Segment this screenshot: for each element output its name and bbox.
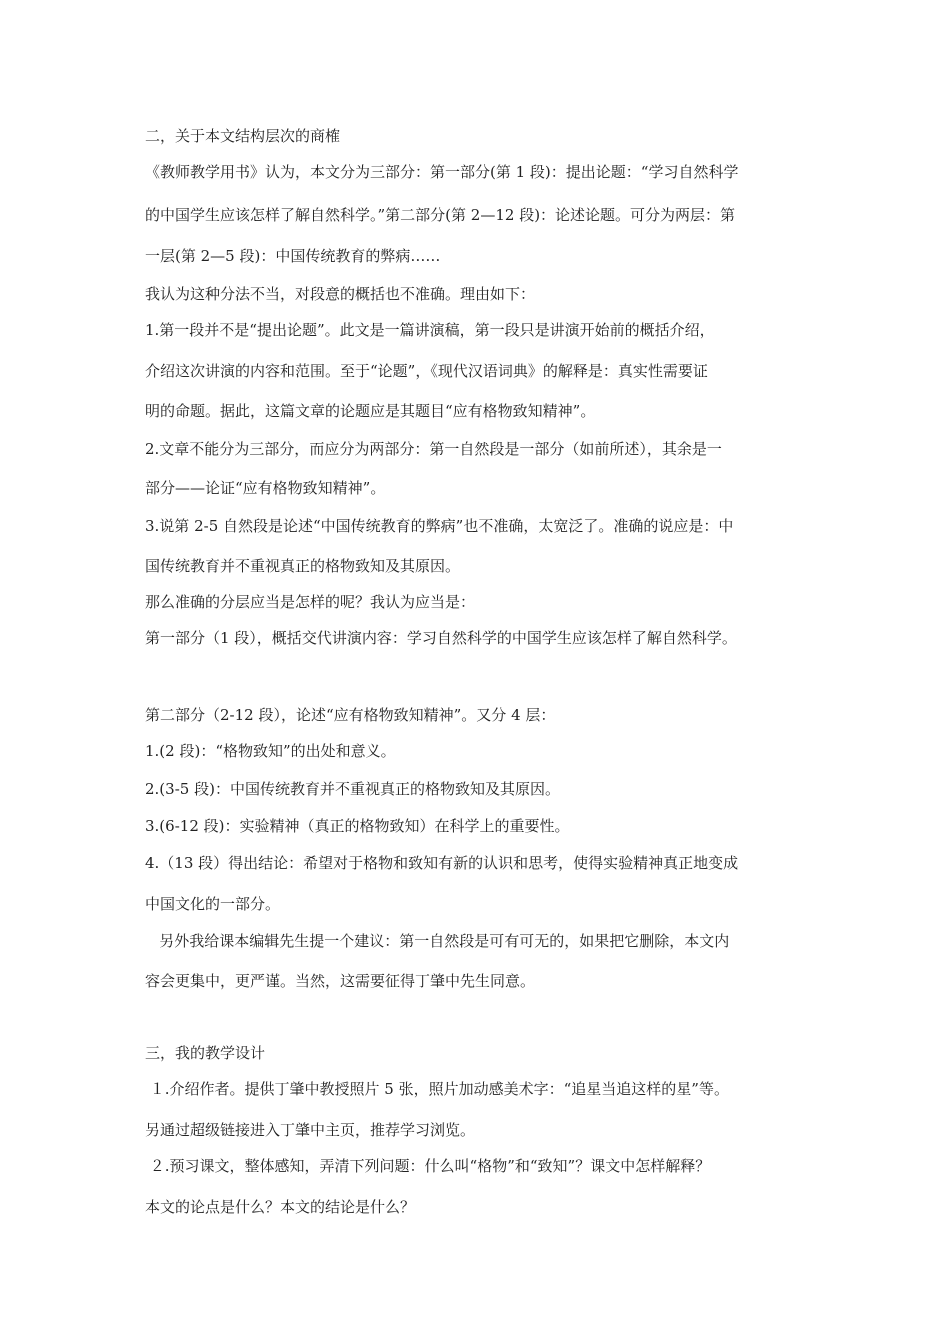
paragraph-line: 《教师教学用书》认为，本文分为三部分：第一部分(第 1 段)：提出论题：“学习自然科学 (145, 163, 739, 181)
paragraph-line: 2.文章不能分为三部分，而应分为两部分：第一自然段是一部分（如前所述），其余是一 (145, 440, 722, 458)
paragraph-line: 另外我给课本编辑先生提一个建议：第一自然段是可有可无的，如果把它删除，本文内 (145, 932, 730, 950)
paragraph-line: 第一部分（1 段），概括交代讲演内容：学习自然科学的中国学生应该怎样了解自然科学。 (145, 629, 737, 647)
list-item: 4.（13 段）得出结论：希望对于格物和致知有新的认识和思考，使得实验精神真正地变成 (145, 854, 739, 872)
list-item: 2.(3-5 段)：中国传统教育并不重视真正的格物致知及其原因。 (145, 780, 560, 798)
paragraph-line: 国传统教育并不重视真正的格物致知及其原因。 (145, 557, 461, 575)
paragraph-line: 明的命题。据此，这篇文章的论题应是其题目“应有格物致知精神”。 (145, 402, 596, 420)
list-item: ２.预习课文，整体感知，弄清下列问题：什么叫“格物”和“致知”？课文中怎样解释？ (145, 1157, 711, 1175)
section-heading-2: 二，关于本文结构层次的商榷 (145, 127, 341, 145)
paragraph-line: 一层(第 2—5 段)：中国传统教育的弊病…… (145, 247, 441, 265)
paragraph-line: 1.第一段并不是“提出论题”。此文是一篇讲演稿，第一段只是讲演开始前的概括介绍， (145, 321, 715, 339)
list-item: １.介绍作者。提供丁肇中教授照片 5 张，照片加动感美术字：“追星当追这样的星”等。 (145, 1080, 729, 1098)
paragraph-line: 那么准确的分层应当是怎样的呢？我认为应当是： (145, 593, 476, 611)
paragraph-line: 部分——论证“应有格物致知精神”。 (145, 479, 386, 497)
paragraph-line: 的中国学生应该怎样了解自然科学。”第二部分(第 2—12 段)：论述论题。可分为两层：第 (145, 206, 736, 224)
paragraph-line: 我认为这种分法不当，对段意的概括也不准确。理由如下： (145, 285, 536, 303)
list-item: 3.(6-12 段)：实验精神（真正的格物致知）在科学上的重要性。 (145, 817, 570, 835)
list-item: 中国文化的一部分。 (145, 895, 281, 913)
paragraph-line: 3.说第 2-5 自然段是论述“中国传统教育的弊病”也不准确，太宽泛了。准确的说应是：中 (145, 517, 734, 535)
paragraph-line: 容会更集中，更严谨。当然，这需要征得丁肇中先生同意。 (145, 972, 536, 990)
list-item: 另通过超级链接进入丁肇中主页，推荐学习浏览。 (145, 1121, 476, 1139)
section-heading-3: 三，我的教学设计 (145, 1044, 266, 1062)
list-item: 本文的论点是什么？本文的结论是什么？ (145, 1198, 416, 1216)
list-item: 1.(2 段)：“格物致知”的出处和意义。 (145, 742, 396, 760)
paragraph-line: 介绍这次讲演的内容和范围。至于“论题”，《现代汉语词典》的解释是：真实性需要证 (145, 362, 708, 380)
paragraph-line: 第二部分（2-12 段），论述“应有格物致知精神”。又分 4 层： (145, 706, 556, 724)
